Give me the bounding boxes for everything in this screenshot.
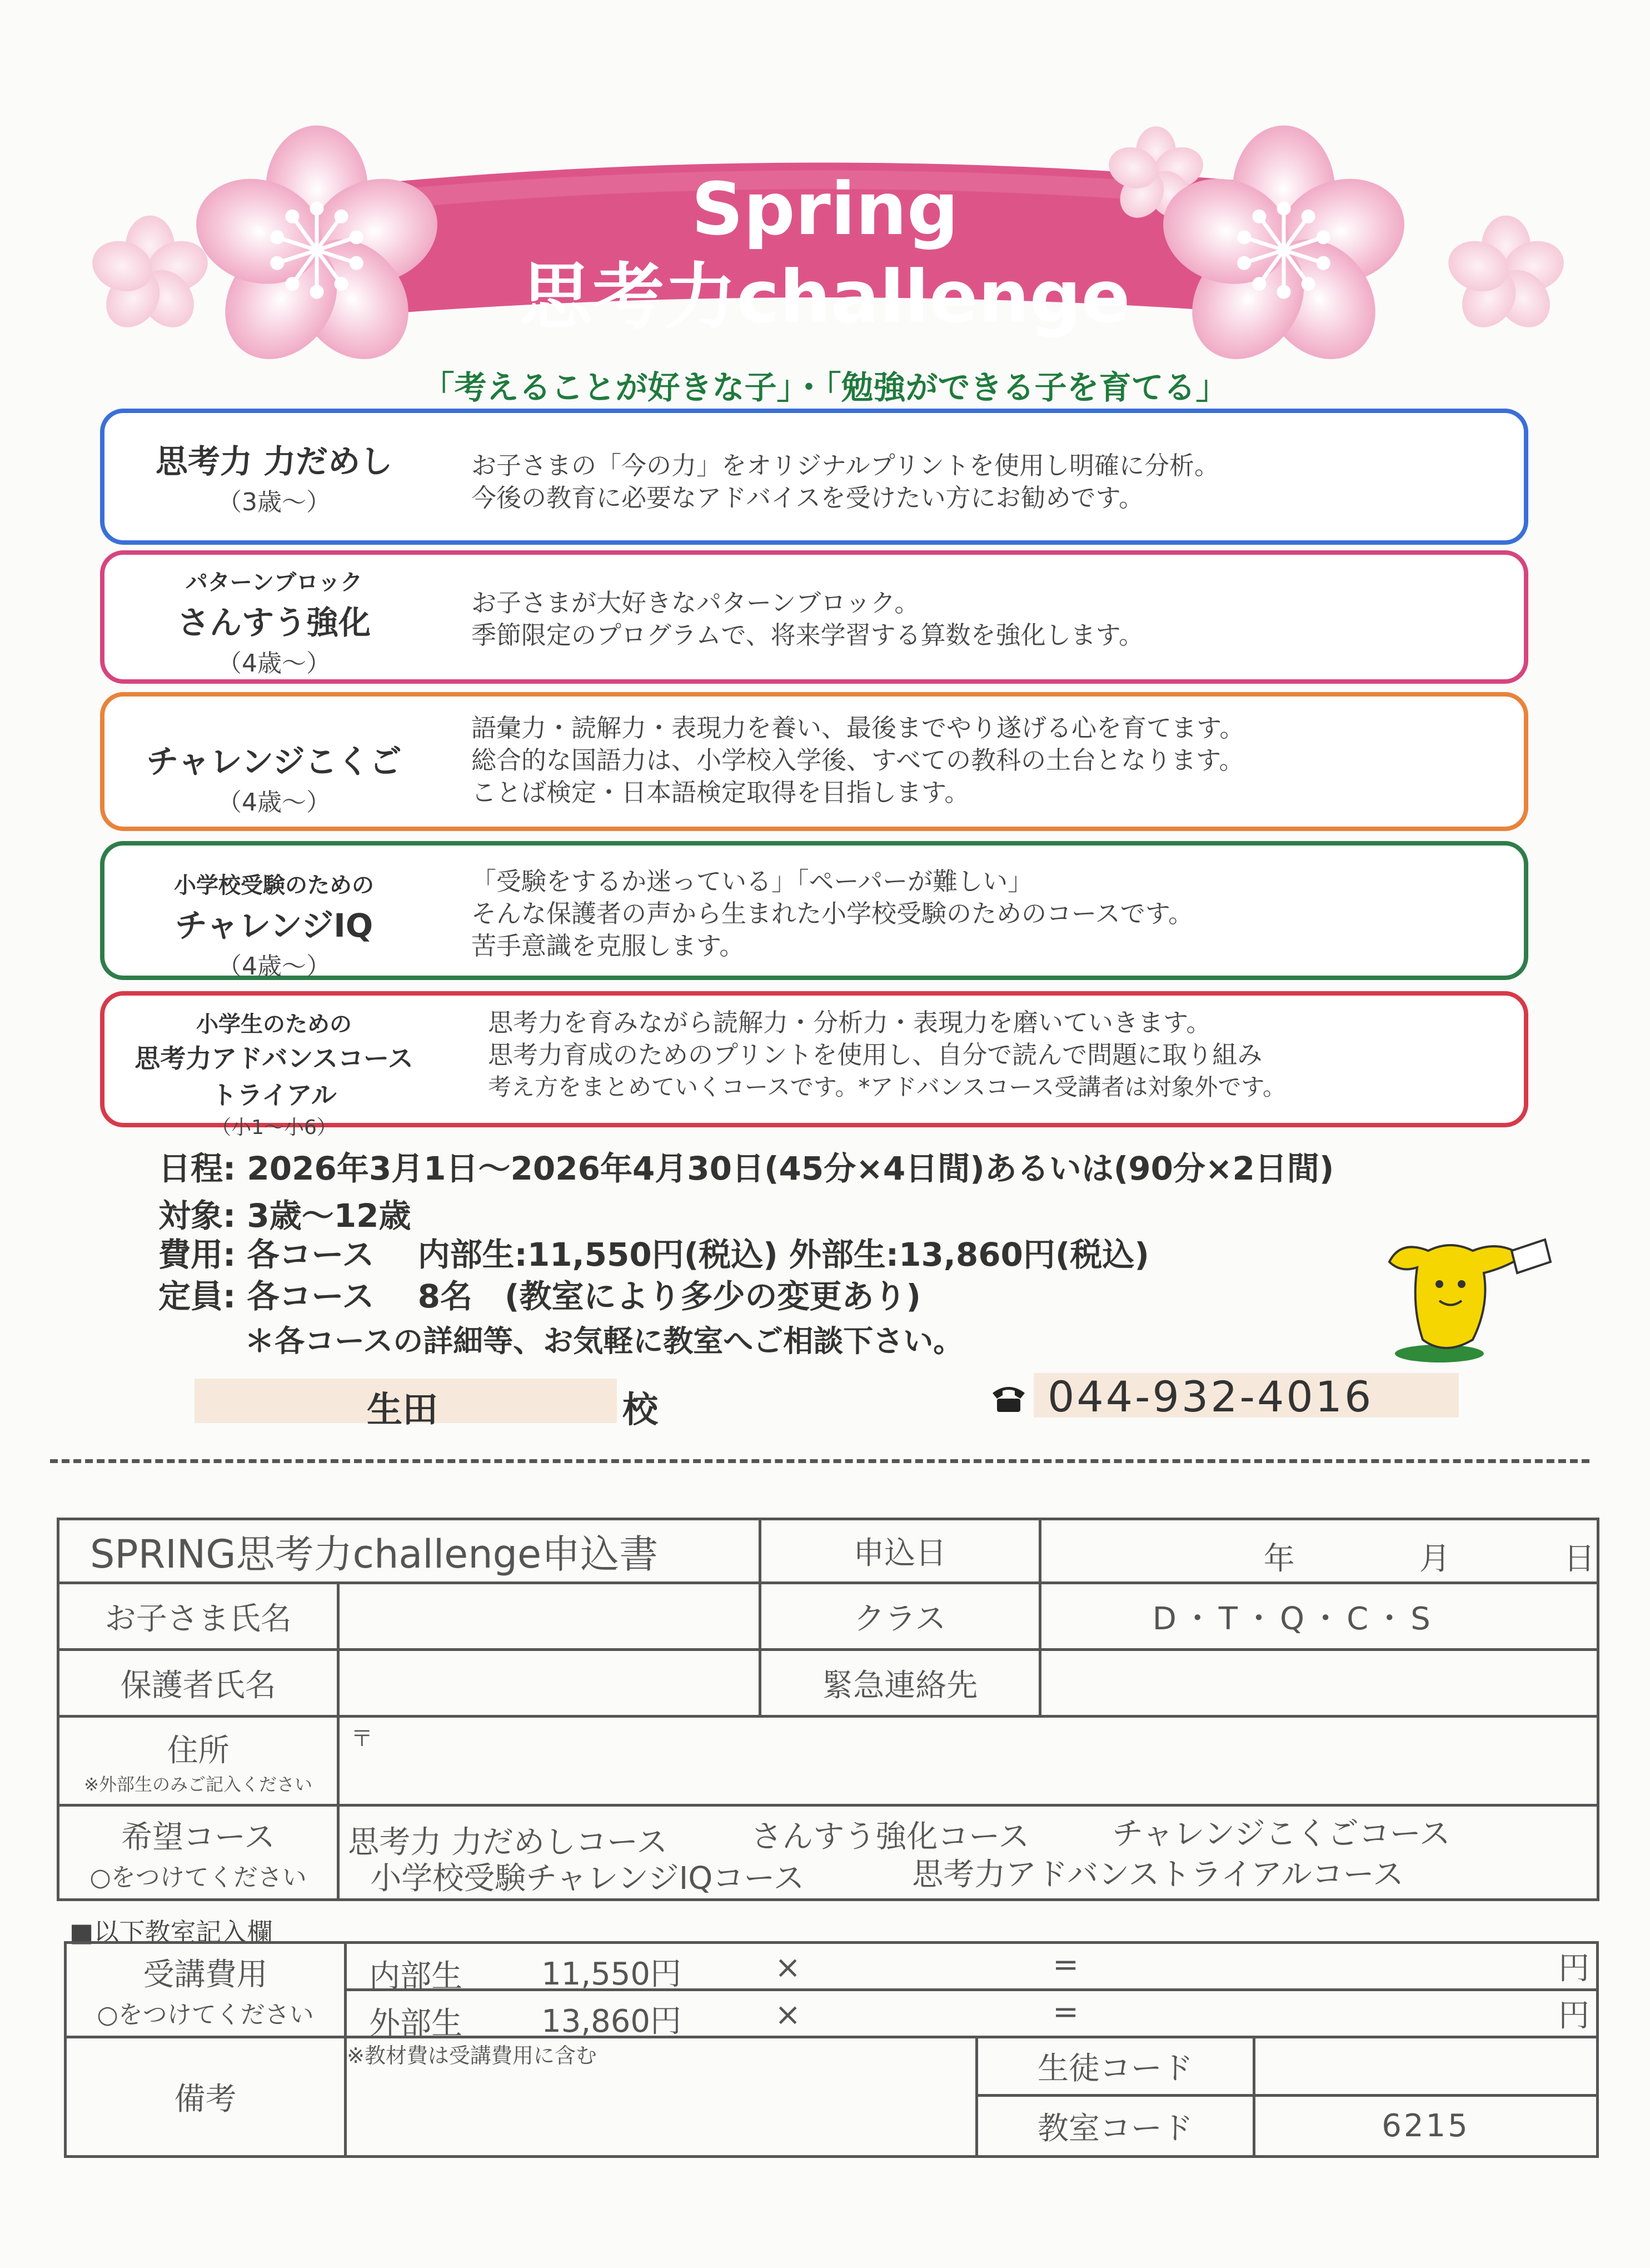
child-name-field[interactable] bbox=[338, 1583, 760, 1650]
course-desc-line: 語彙力・読解力・表現力を養い、最後までやり遂げる心を育てます。 bbox=[471, 713, 1245, 743]
course-note: ○をつけてください bbox=[89, 1863, 307, 1892]
fee-note: ○をつけてください bbox=[97, 2000, 314, 2029]
year-label: 年 bbox=[1263, 1541, 1295, 1577]
application-form-table bbox=[57, 1518, 1599, 1901]
course-name: さんすう強化 bbox=[177, 604, 371, 641]
office-section-header: ■以下教室記入欄 bbox=[69, 1917, 273, 1947]
student-code-label: 生徒コード bbox=[976, 2037, 1254, 2096]
cut-line bbox=[50, 1459, 1589, 1463]
course-box-math bbox=[100, 550, 1528, 684]
address-note: ※外部生のみご記入ください bbox=[84, 1773, 312, 1795]
course-age: （3歳～） bbox=[217, 488, 331, 516]
course-option-math[interactable]: さんすう強化コース bbox=[751, 1819, 1030, 1855]
fee-row-internal[interactable] bbox=[346, 1943, 1598, 1995]
course-desc-line: 季節限定のプログラムで、将来学習する算数を強化します。 bbox=[471, 620, 1144, 650]
course-box-thinking bbox=[100, 409, 1528, 545]
course-desc-line: 苦手意識を克服します。 bbox=[471, 931, 745, 961]
internal-price: 11,550円 bbox=[541, 1956, 682, 1992]
course-age: （4歳～） bbox=[217, 952, 331, 981]
address-label: 住所 bbox=[167, 1732, 230, 1769]
class-label: クラス bbox=[760, 1583, 1040, 1650]
tagline: 「考えることが好きな子」・「勉強ができる子を育てる」 bbox=[422, 369, 1228, 406]
phone-icon bbox=[989, 1383, 1028, 1414]
office-table bbox=[64, 1941, 1599, 2158]
course-desc-line: 思考力を育みながら読解力・分析力・表現力を磨いていきます。 bbox=[488, 1008, 1212, 1037]
info-fee: 費用: 各コース 内部生:11,550円(税込) 外部生:13,860円(税込) bbox=[158, 1236, 1149, 1274]
info-target: 対象: 3歳～12歳 bbox=[158, 1197, 411, 1235]
fee-label: 受講費用 bbox=[143, 1956, 268, 1993]
info-capacity: 定員: 各コース 8名 (教室により多少の変更あり) bbox=[158, 1277, 921, 1315]
equals-sign: = bbox=[1053, 1994, 1079, 2030]
course-age: （小1～小6） bbox=[211, 1116, 337, 1139]
course-name: 思考力 力だめし bbox=[155, 442, 393, 480]
school-name: 生田 bbox=[367, 1390, 438, 1431]
course-desc-line: 今後の教育に必要なアドバイスを受けたい方にお勧めです。 bbox=[471, 483, 1144, 513]
student-code-field[interactable] bbox=[1254, 2037, 1597, 2096]
remarks-field[interactable] bbox=[346, 2037, 977, 2157]
course-desc-line: そんな保護者の声から生まれた小学校受験のためのコースです。 bbox=[471, 899, 1194, 928]
yen-unit: 円 bbox=[1558, 1998, 1590, 2034]
emergency-contact-field[interactable] bbox=[1040, 1650, 1598, 1717]
month-label: 月 bbox=[1419, 1541, 1450, 1577]
day-label: 日 bbox=[1563, 1541, 1595, 1577]
external-label: 外部生 bbox=[369, 2006, 463, 2042]
course-prefix: 小学校受験のための bbox=[174, 873, 374, 898]
internal-label: 内部生 bbox=[369, 1958, 463, 1995]
remarks-label: 備考 bbox=[66, 2037, 346, 2157]
times-sign: × bbox=[775, 1949, 801, 1986]
course-desc-line: 「受験をするか迷っている」「ペーパーが難しい」 bbox=[471, 867, 1033, 896]
emergency-contact-label: 緊急連絡先 bbox=[760, 1650, 1040, 1717]
child-name-label: お子さま氏名 bbox=[58, 1583, 338, 1650]
course-desc-line: 考え方をまとめていくコースです。*アドバンスコース受講者は対象外です。 bbox=[488, 1073, 1286, 1101]
course-name: チャレンジこくご bbox=[146, 743, 402, 780]
date-label: 申込日 bbox=[760, 1519, 1040, 1583]
address-field[interactable] bbox=[338, 1717, 1598, 1806]
course-prefix: 小学生のための bbox=[196, 1012, 352, 1037]
postal-mark: 〒 bbox=[351, 1726, 373, 1752]
times-sign: × bbox=[775, 1997, 801, 2033]
course-option-iq[interactable]: 小学校受験チャレンジIQコース bbox=[370, 1861, 805, 1897]
course-box-iq bbox=[100, 841, 1528, 980]
course-name: 思考力アドバンスコース bbox=[134, 1043, 413, 1073]
school-suffix: 校 bbox=[622, 1390, 658, 1431]
form-title: SPRING思考力challenge申込書 bbox=[58, 1519, 760, 1583]
classroom-code-label: 教室コード bbox=[976, 2096, 1254, 2157]
info-note: ＊各コースの詳細等、お気軽に教室へご相談下さい。 bbox=[245, 1324, 964, 1359]
course-box-kokugo bbox=[100, 692, 1528, 831]
class-options[interactable]: D・T・Q・C・S bbox=[1040, 1583, 1598, 1650]
course-option-thinking[interactable]: 思考力 力だめしコース bbox=[348, 1824, 668, 1861]
title-line1: Spring bbox=[691, 167, 959, 251]
guardian-name-label: 保護者氏名 bbox=[58, 1650, 338, 1717]
course-label: 希望コース bbox=[121, 1819, 276, 1856]
course-name-line2: トライアル bbox=[211, 1080, 337, 1110]
mascot-illustration bbox=[1378, 1228, 1562, 1367]
course-desc-line: お子さまの「今の力」をオリジナルプリントを使用し明確に分析。 bbox=[471, 451, 1219, 480]
course-name: チャレンジIQ bbox=[175, 907, 373, 944]
fee-row-external[interactable] bbox=[346, 1990, 1598, 2042]
course-desc-line: お子さまが大好きなパターンブロック。 bbox=[471, 588, 920, 618]
course-desc-line: 総合的な国語力は、小学校入学後、すべての教科の土台となります。 bbox=[471, 745, 1244, 775]
external-price: 13,860円 bbox=[541, 2003, 682, 2040]
classroom-code: 6215 bbox=[1254, 2096, 1597, 2157]
yen-unit: 円 bbox=[1558, 1951, 1590, 1987]
course-box-advance bbox=[100, 991, 1528, 1139]
guardian-name-field[interactable] bbox=[338, 1650, 760, 1717]
course-option-advance[interactable]: 思考力アドバンストライアルコース bbox=[912, 1857, 1404, 1893]
equals-sign: = bbox=[1053, 1947, 1079, 1983]
course-desc-line: ことば検定・日本語検定取得を目指します。 bbox=[471, 778, 970, 807]
course-options-cell bbox=[338, 1806, 1598, 1900]
title-line2: 思考力challenge bbox=[520, 255, 1130, 339]
course-prefix: パターンブロック bbox=[185, 570, 363, 595]
info-schedule: 日程: 2026年3月1日～2026年4月30日(45分×4日間)あるいは(90分×2日間) bbox=[158, 1150, 1334, 1187]
course-desc-line: 思考力育成のためのプリントを使用し、自分で読んで問題に取り組み bbox=[488, 1040, 1263, 1070]
course-age: （4歳～） bbox=[217, 649, 331, 678]
phone-number[interactable]: 044-932-4016 bbox=[1048, 1372, 1374, 1421]
course-age: （4歳～） bbox=[217, 788, 331, 817]
date-field[interactable] bbox=[1040, 1519, 1598, 1583]
course-option-kokugo[interactable]: チャレンジこくごコース bbox=[1112, 1816, 1450, 1852]
remarks-note: ※教材費は受講費用に含む bbox=[347, 2043, 597, 2068]
